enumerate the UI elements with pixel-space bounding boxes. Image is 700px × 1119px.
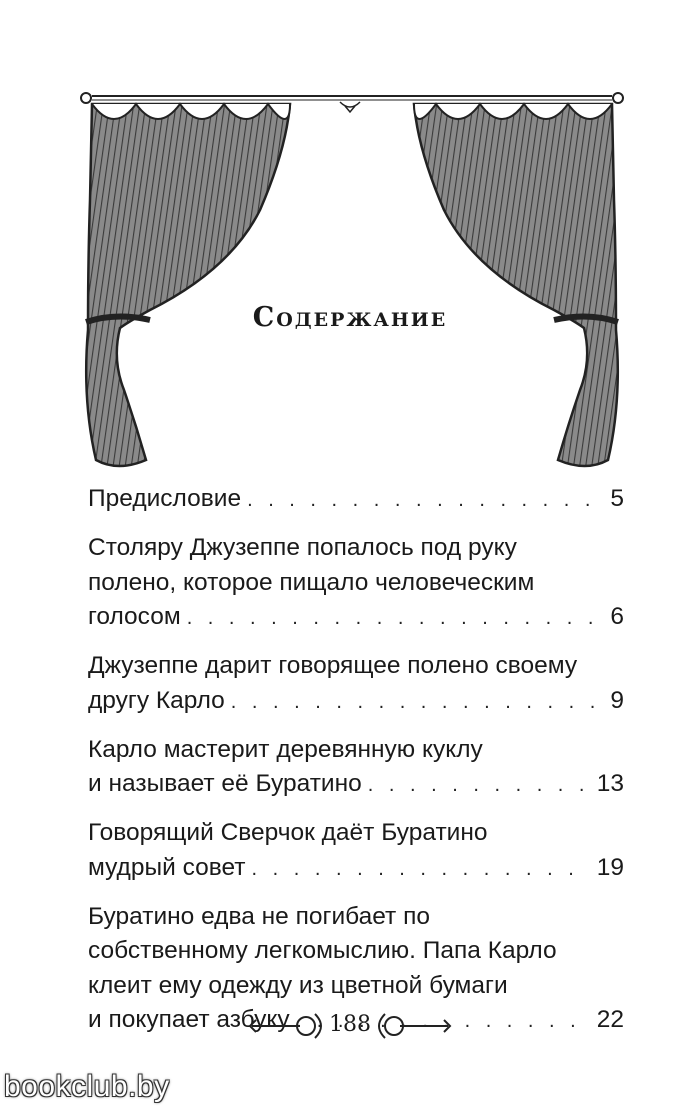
toc-entry	[88, 649, 624, 719]
toc-entry-title: Столяру Джузеппе попалось под руку	[88, 534, 517, 561]
theater-curtain-illustration	[0, 60, 700, 480]
toc-entry-title: собственному легкомыслию. Папа Карло	[88, 937, 557, 964]
page-title: Содержание	[252, 302, 448, 333]
toc-entry	[88, 531, 624, 635]
toc-entry-line	[88, 482, 624, 517]
toc-entry-line	[88, 767, 624, 802]
toc-entry-title: голосом	[88, 603, 181, 630]
toc-entry-line	[88, 900, 624, 935]
toc-page-number: 22	[596, 1006, 624, 1033]
toc-entry-line	[88, 851, 624, 886]
toc-entry-line	[88, 649, 624, 684]
toc-page-number: 19	[596, 853, 624, 881]
toc-entry-line	[88, 969, 624, 1004]
toc-entry-line	[88, 600, 624, 635]
toc-entry-line	[88, 934, 624, 969]
watermark: bookclub.by	[4, 1070, 170, 1103]
toc-entry-title: Буратино едва не погибает по	[88, 902, 430, 930]
right-curtain	[414, 104, 618, 466]
toc-entry-title: клеит ему одежду из цветной бумаги	[88, 971, 508, 999]
toc-page-number: 6	[610, 603, 624, 630]
toc-entry-line	[88, 531, 624, 566]
dot-leader	[231, 685, 605, 719]
toc-entry-title: другу Карло	[88, 686, 225, 714]
toc-page-number: 5	[610, 485, 624, 512]
toc-entry-line	[88, 566, 624, 601]
dot-leader	[368, 768, 591, 802]
dot-leader	[187, 601, 605, 635]
toc-entry	[88, 482, 624, 517]
toc-entry-title: Говорящий Сверчок даёт Буратино	[88, 819, 488, 846]
toc-entry-title: полено, которое пищало человеческим	[88, 568, 535, 596]
toc-entry-title: и называет её Буратино	[88, 770, 362, 797]
toc-page-number: 13	[596, 770, 624, 797]
toc-entry-title: Джузеппе дарит говорящее полено своему	[88, 652, 578, 679]
toc-entry-title: и покупает азбуку	[88, 1006, 290, 1033]
toc-entry-line	[88, 684, 624, 719]
toc-entry	[88, 733, 624, 803]
toc-entry-title: Предисловие	[88, 485, 242, 512]
toc-entry-line	[88, 816, 624, 851]
toc-entry-title: Карло мастерит деревянную куклу	[88, 735, 483, 763]
toc-entry-title: мудрый совет	[88, 853, 246, 881]
dot-leader	[252, 852, 591, 886]
toc-entry	[88, 816, 624, 886]
table-of-contents	[88, 482, 624, 1052]
toc-entry-line	[88, 733, 624, 768]
page-number: 188	[329, 1012, 371, 1037]
toc-page-number: 9	[610, 686, 624, 714]
left-curtain	[86, 104, 290, 466]
dot-leader	[247, 483, 604, 517]
